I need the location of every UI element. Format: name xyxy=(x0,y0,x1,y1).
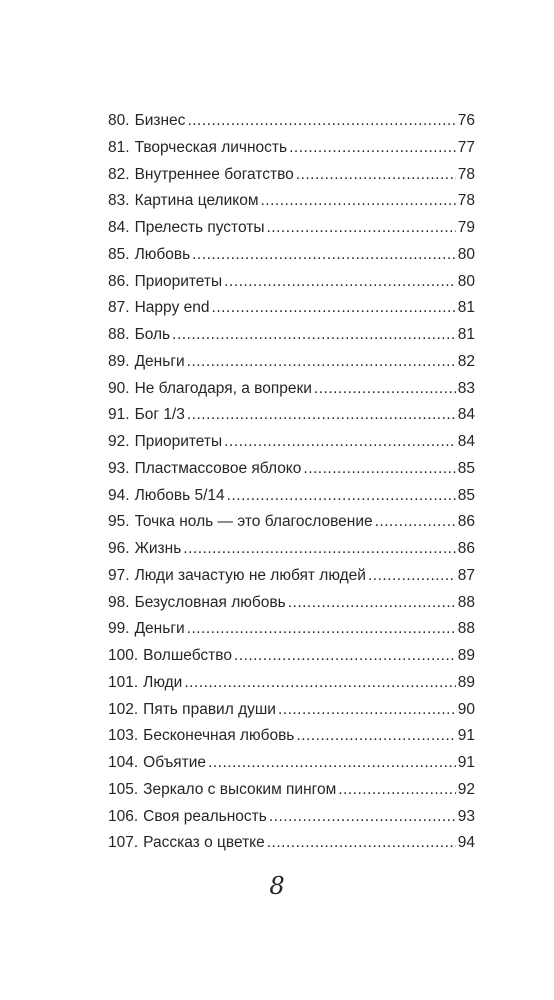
toc-entry-title: Безусловная любовь xyxy=(134,593,286,611)
dot-leader xyxy=(212,295,456,322)
dot-leader xyxy=(234,643,456,670)
toc-entry-number: 90. xyxy=(108,379,130,397)
toc-entry-page: 94 xyxy=(457,834,475,852)
toc-entry-number: 93. xyxy=(108,459,130,477)
toc-entry-number: 86. xyxy=(108,272,130,290)
toc-entry-title: Бог 1/3 xyxy=(134,406,185,424)
toc-entry-number: 94. xyxy=(108,486,130,504)
toc-entry-title: Картина целиком xyxy=(134,192,259,210)
toc-entry-title: Прелесть пустоты xyxy=(134,219,265,236)
dot-leader xyxy=(172,322,456,349)
toc-entry-page: 89 xyxy=(457,647,475,664)
toc-entry xyxy=(108,750,475,777)
toc-entry-page: 86 xyxy=(457,540,475,557)
toc-entry-title: Пластмассовое яблоко xyxy=(134,459,302,477)
toc-entry xyxy=(108,804,475,831)
toc-entry-number: 96. xyxy=(108,540,130,557)
toc-entry xyxy=(108,670,475,697)
toc-entry-title: Деньги xyxy=(134,620,185,638)
toc-entry-title: Волшебство xyxy=(143,647,232,664)
toc-entry-page: 80 xyxy=(457,272,475,290)
toc-entry-page: 82 xyxy=(457,352,475,370)
toc-entry-number: 82. xyxy=(108,165,130,183)
toc-entry xyxy=(108,295,475,322)
toc-entry-title: Не благодаря, а вопреки xyxy=(134,379,312,397)
dot-leader xyxy=(187,349,456,376)
toc-entry-page: 93 xyxy=(457,807,475,825)
toc-entry-number: 97. xyxy=(108,566,130,584)
toc-entry-page: 85 xyxy=(457,459,475,477)
toc-entry-number: 106. xyxy=(108,807,139,825)
toc-entry-page: 88 xyxy=(457,593,475,611)
toc-entry-number: 84. xyxy=(108,219,130,236)
toc-entry xyxy=(108,108,475,135)
toc-entry-page: 87 xyxy=(457,566,475,584)
dot-leader xyxy=(296,723,455,750)
dot-leader xyxy=(269,804,456,831)
dot-leader xyxy=(368,563,456,590)
toc-entry xyxy=(108,643,475,670)
toc-entry-title: Творческая личность xyxy=(134,138,288,156)
toc-entry xyxy=(108,269,475,296)
dot-leader xyxy=(187,108,455,135)
toc-entry-number: 104. xyxy=(108,754,139,771)
dot-leader xyxy=(267,215,456,242)
table-of-contents xyxy=(108,108,475,857)
toc-entry-page: 83 xyxy=(457,379,475,397)
toc-entry-number: 101. xyxy=(108,673,139,691)
dot-leader xyxy=(224,269,456,296)
toc-entry-number: 87. xyxy=(108,299,130,317)
toc-entry-title: Точка ноль — это благословение xyxy=(134,513,373,531)
toc-entry-page: 86 xyxy=(457,513,475,531)
toc-entry-page: 89 xyxy=(457,673,475,691)
toc-entry xyxy=(108,349,475,376)
toc-entry xyxy=(108,777,475,804)
dot-leader xyxy=(192,242,456,269)
toc-entry-page: 90 xyxy=(457,700,475,718)
toc-entry-title: Приоритеты xyxy=(134,272,223,290)
toc-entry-number: 81. xyxy=(108,138,130,156)
toc-entry-number: 80. xyxy=(108,112,130,129)
dot-leader xyxy=(208,750,456,777)
toc-entry xyxy=(108,429,475,456)
toc-entry-title: Деньги xyxy=(134,352,185,370)
toc-entry-page: 76 xyxy=(457,112,475,129)
toc-entry-page: 91 xyxy=(457,727,475,745)
toc-entry-title: Пять правил души xyxy=(143,700,276,718)
toc-entry xyxy=(108,616,475,643)
toc-entry-page: 84 xyxy=(457,433,475,450)
toc-entry xyxy=(108,322,475,349)
dot-leader xyxy=(260,188,455,215)
toc-entry-number: 99. xyxy=(108,620,130,638)
toc-entry xyxy=(108,162,475,189)
toc-entry-page: 85 xyxy=(457,486,475,504)
toc-entry-title: Люди зачастую не любят людей xyxy=(134,566,366,584)
toc-entry xyxy=(108,723,475,750)
toc-entry-number: 107. xyxy=(108,834,139,852)
toc-entry-title: Приоритеты xyxy=(134,433,223,450)
toc-entry-number: 103. xyxy=(108,727,139,745)
toc-entry-title: Боль xyxy=(134,326,171,343)
dot-leader xyxy=(289,135,456,162)
toc-entry-page: 88 xyxy=(457,620,475,638)
toc-entry-number: 98. xyxy=(108,593,130,611)
toc-entry-title: Бизнес xyxy=(134,112,186,129)
dot-leader xyxy=(187,616,456,643)
toc-entry-number: 100. xyxy=(108,647,139,664)
toc-entry-page: 79 xyxy=(457,219,475,236)
toc-entry-title: Внутреннее богатство xyxy=(134,165,294,183)
toc-entry-number: 95. xyxy=(108,513,130,531)
toc-entry-title: Бесконечная любовь xyxy=(143,727,295,745)
toc-entry-page: 91 xyxy=(457,754,475,771)
toc-entry xyxy=(108,590,475,617)
toc-entry-title: Зеркало с высоким пингом xyxy=(143,780,337,798)
toc-entry xyxy=(108,188,475,215)
toc-entry-number: 89. xyxy=(108,352,130,370)
toc-entry-page: 78 xyxy=(457,165,475,183)
dot-leader xyxy=(184,670,455,697)
toc-entry xyxy=(108,242,475,269)
toc-entry-number: 91. xyxy=(108,406,130,424)
toc-entry-title: Любовь 5/14 xyxy=(134,486,225,504)
toc-entry-page: 84 xyxy=(457,406,475,424)
toc-entry-number: 92. xyxy=(108,433,130,450)
toc-entry-number: 85. xyxy=(108,245,130,263)
toc-entry-title: Happy end xyxy=(134,299,210,317)
dot-leader xyxy=(303,456,455,483)
dot-leader xyxy=(296,162,456,189)
dot-leader xyxy=(224,429,456,456)
toc-entry xyxy=(108,697,475,724)
dot-leader xyxy=(278,697,456,724)
dot-leader xyxy=(267,830,456,857)
page-number: 8 xyxy=(269,872,285,900)
dot-leader xyxy=(187,402,456,429)
toc-entry-title: Рассказ о цветке xyxy=(143,834,265,852)
toc-entry xyxy=(108,215,475,242)
toc-entry-page: 81 xyxy=(457,326,475,343)
toc-entry-number: 88. xyxy=(108,326,130,343)
toc-entry xyxy=(108,402,475,429)
toc-entry-page: 80 xyxy=(457,245,475,263)
toc-entry-title: Объятие xyxy=(143,754,207,771)
toc-entry-page: 78 xyxy=(457,192,475,210)
dot-leader xyxy=(338,777,456,804)
dot-leader xyxy=(314,376,456,403)
toc-entry-title: Любовь xyxy=(134,245,191,263)
toc-entry xyxy=(108,563,475,590)
dot-leader xyxy=(183,536,455,563)
dot-leader xyxy=(227,483,456,510)
toc-entry-page: 92 xyxy=(457,780,475,798)
toc-entry xyxy=(108,509,475,536)
toc-entry xyxy=(108,536,475,563)
toc-entry xyxy=(108,483,475,510)
toc-entry-title: Своя реальность xyxy=(143,807,267,825)
toc-entry-number: 102. xyxy=(108,700,139,718)
toc-entry xyxy=(108,830,475,857)
dot-leader xyxy=(375,509,456,536)
toc-entry xyxy=(108,135,475,162)
toc-entry-page: 77 xyxy=(457,138,475,156)
toc-entry-page: 81 xyxy=(457,299,475,317)
toc-entry xyxy=(108,456,475,483)
toc-entry-number: 83. xyxy=(108,192,130,210)
dot-leader xyxy=(288,590,456,617)
toc-entry-number: 105. xyxy=(108,780,139,798)
toc-entry-title: Люди xyxy=(143,673,183,691)
toc-entry xyxy=(108,376,475,403)
toc-entry-title: Жизнь xyxy=(134,540,182,557)
